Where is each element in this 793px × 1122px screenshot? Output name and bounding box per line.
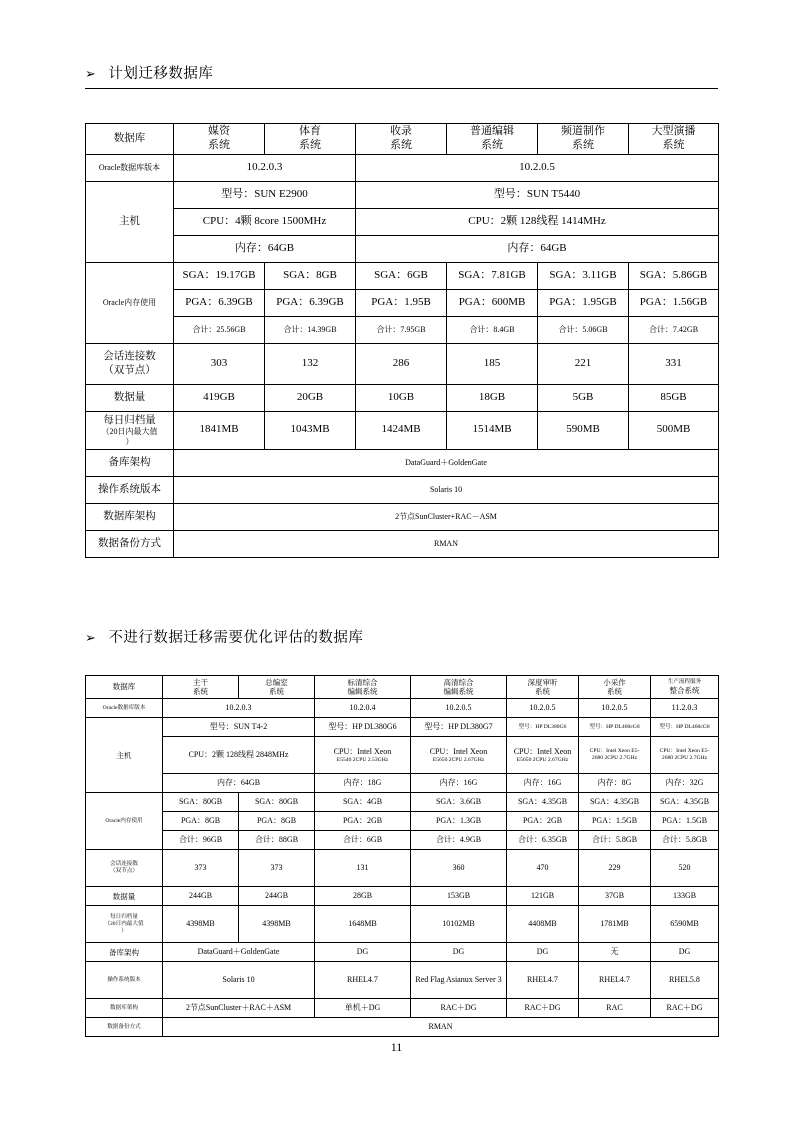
header-col-6-line2: 整合系统 xyxy=(669,685,700,695)
header-col-1-line1: 体育 xyxy=(299,125,321,137)
row-label-sessions-line1: 会话连接数 xyxy=(110,861,138,868)
host-cpu-5-line2: 2680 2CPU 2.7GHz xyxy=(591,755,638,762)
oracle-version-4: 10.2.0.5 xyxy=(507,699,579,718)
header-col-4 xyxy=(507,675,579,699)
sessions-3: 185 xyxy=(447,343,538,384)
host-model-4: 型号：HP DL380G6 xyxy=(507,718,579,737)
db-arch-5: RAC xyxy=(579,999,651,1018)
os-version-4: RHEL4.7 xyxy=(507,962,579,999)
header-col-2-line2: 编辑系统 xyxy=(347,687,378,696)
backup-method-value: RMAN xyxy=(174,530,719,557)
mem-total-5: 合计：5.8GB xyxy=(579,831,651,850)
sessions-5: 331 xyxy=(629,343,719,384)
archive-4: 590MB xyxy=(538,411,629,449)
row-label-os-version: 操作系统版本 xyxy=(86,962,163,999)
mem-total-5: 合计：7.42GB xyxy=(629,316,719,343)
bullet-arrow-icon: ➢ xyxy=(85,66,97,81)
bullet-arrow-icon: ➢ xyxy=(85,629,97,645)
header-col-1-line2: 系统 xyxy=(269,687,284,696)
header-col-3-line2: 编辑系统 xyxy=(443,687,474,696)
header-db-label: 数据库 xyxy=(86,675,163,699)
optimization-assessment-database-table xyxy=(85,675,719,1038)
sga-6: SGA：4.35GB xyxy=(651,793,719,812)
host-cpu-4 xyxy=(507,737,579,774)
header-col-2 xyxy=(356,124,447,155)
host-model-3: 型号：HP DL380G7 xyxy=(411,718,507,737)
oracle-version-3: 10.2.0.5 xyxy=(411,699,507,718)
header-col-4-line2: 系统 xyxy=(535,687,550,696)
row-label-oracle-version: Oracle数据库版本 xyxy=(86,699,163,718)
data-volume-1: 244GB xyxy=(239,887,315,906)
mem-total-1: 合计：88GB xyxy=(239,831,315,850)
data-volume-5: 37GB xyxy=(579,887,651,906)
header-col-1-line2: 系统 xyxy=(299,138,321,151)
data-volume-0: 419GB xyxy=(174,384,265,411)
row-label-sessions xyxy=(86,850,163,887)
row-label-archive xyxy=(86,411,174,449)
header-col-5 xyxy=(629,124,719,155)
archive-1: 4398MB xyxy=(239,906,315,943)
header-col-1-line1: 总编室 xyxy=(265,677,288,687)
mem-total-3: 合计：8.4GB xyxy=(447,316,538,343)
oracle-version-left: 10.2.0.3 xyxy=(163,699,315,718)
sga-0: SGA：80GB xyxy=(163,793,239,812)
row-label-sessions-line2: （双节点） xyxy=(110,868,138,875)
section-heading-1-text: 计划迁移数据库 xyxy=(108,66,214,82)
sessions-3: 360 xyxy=(411,850,507,887)
mem-total-2: 合计：7.95GB xyxy=(356,316,447,343)
header-col-1 xyxy=(265,124,356,155)
pga-2: PGA：2GB xyxy=(315,812,411,831)
table-row-host-model xyxy=(86,181,719,208)
pga-1: PGA：6.39GB xyxy=(265,289,356,316)
pga-2: PGA：1.95B xyxy=(356,289,447,316)
header-col-0-line2: 系统 xyxy=(193,687,208,696)
standby-arch-4: DG xyxy=(507,943,579,962)
header-col-4 xyxy=(538,124,629,155)
header-col-1 xyxy=(239,675,315,699)
host-mem-6: 内存：32G xyxy=(651,774,719,793)
sga-3: SGA：7.81GB xyxy=(447,262,538,289)
header-col-0 xyxy=(174,124,265,155)
sga-4: SGA：3.11GB xyxy=(538,262,629,289)
header-col-2-line1: 标清综合 xyxy=(347,677,378,687)
row-label-backup-method: 数据备份方式 xyxy=(86,530,174,557)
header-col-3 xyxy=(411,675,507,699)
mem-total-0: 合计：96GB xyxy=(163,831,239,850)
header-col-6-line1: 生产流程服务 xyxy=(667,678,702,685)
sga-4: SGA：4.35GB xyxy=(507,793,579,812)
data-volume-6: 133GB xyxy=(651,887,719,906)
archive-2: 1424MB xyxy=(356,411,447,449)
archive-4: 4408MB xyxy=(507,906,579,943)
sessions-4: 221 xyxy=(538,343,629,384)
sga-1: SGA：80GB xyxy=(239,793,315,812)
oracle-version-right: 10.2.0.5 xyxy=(356,154,719,181)
archive-0: 1841MB xyxy=(174,411,265,449)
host-cpu-3-line2: E5650 2CPU 2.67GHz xyxy=(432,756,485,763)
header-col-2-line1: 收录 xyxy=(390,125,412,137)
row-label-oracle-memory: Oracle内存使用 xyxy=(86,793,163,850)
host-cpu-5 xyxy=(579,737,651,774)
row-label-data-volume: 数据量 xyxy=(86,887,163,906)
page-content xyxy=(85,62,718,1037)
data-volume-1: 20GB xyxy=(265,384,356,411)
standby-arch-6: DG xyxy=(651,943,719,962)
sessions-5: 229 xyxy=(579,850,651,887)
os-version-3: Red Flag Asianux Server 3 xyxy=(411,962,507,999)
header-col-3 xyxy=(447,124,538,155)
row-label-oracle-memory: Oracle内存使用 xyxy=(86,262,174,343)
host-cpu-4-line2: E5650 2CPU 2.67GHz xyxy=(516,756,569,763)
table-row-backup-method xyxy=(86,1018,719,1037)
section-heading-1 xyxy=(85,62,718,89)
host-cpu-2 xyxy=(315,737,411,774)
archive-1: 1043MB xyxy=(265,411,356,449)
row-label-db-arch: 数据库架构 xyxy=(86,999,163,1018)
row-label-standby-arch: 备库架构 xyxy=(86,449,174,476)
header-col-6 xyxy=(651,675,719,699)
data-volume-3: 153GB xyxy=(411,887,507,906)
os-version-left: Solaris 10 xyxy=(163,962,315,999)
pga-0: PGA：8GB xyxy=(163,812,239,831)
pga-5: PGA：1.56GB xyxy=(629,289,719,316)
sessions-1: 132 xyxy=(265,343,356,384)
table-row-pga xyxy=(86,812,719,831)
sga-2: SGA：6GB xyxy=(356,262,447,289)
row-label-sessions-line1: 会话连接数 xyxy=(103,351,156,363)
pga-3: PGA：1.3GB xyxy=(411,812,507,831)
host-mem-5: 内存：8G xyxy=(579,774,651,793)
sga-3: SGA：3.6GB xyxy=(411,793,507,812)
host-cpu-6-line1: CPU：Intel Xeon E5- xyxy=(659,748,710,755)
section-heading-2-text: 不进行数据迁移需要优化评估的数据库 xyxy=(108,629,364,646)
row-label-sessions-line2: （双节点） xyxy=(103,364,156,376)
spacer xyxy=(85,651,718,675)
table-row-memory-total xyxy=(86,316,719,343)
header-col-5-line1: 小采作 xyxy=(603,677,626,687)
sessions-0: 373 xyxy=(163,850,239,887)
archive-5: 1781MB xyxy=(579,906,651,943)
data-volume-3: 18GB xyxy=(447,384,538,411)
sessions-4: 470 xyxy=(507,850,579,887)
data-volume-4: 121GB xyxy=(507,887,579,906)
table-row-host-cpu xyxy=(86,737,719,774)
table-row-archive xyxy=(86,906,719,943)
oracle-version-6: 11.2.0.3 xyxy=(651,699,719,718)
os-version-5: RHEL4.7 xyxy=(579,962,651,999)
row-label-backup-method: 数据备份方式 xyxy=(86,1018,163,1037)
sga-5: SGA：4.35GB xyxy=(579,793,651,812)
header-col-0 xyxy=(163,675,239,699)
pga-5: PGA：1.5GB xyxy=(579,812,651,831)
pga-3: PGA：600MB xyxy=(447,289,538,316)
host-cpu-4-line1: CPU：Intel Xeon xyxy=(513,746,572,756)
row-label-sessions xyxy=(86,343,174,384)
data-volume-5: 85GB xyxy=(629,384,719,411)
table-row-oracle-version xyxy=(86,154,719,181)
mem-total-2: 合计：6GB xyxy=(315,831,411,850)
sga-1: SGA：8GB xyxy=(265,262,356,289)
data-volume-4: 5GB xyxy=(538,384,629,411)
mem-total-4: 合计：6.35GB xyxy=(507,831,579,850)
header-col-4-line1: 深度审听 xyxy=(527,677,558,687)
mem-total-6: 合计：5.8GB xyxy=(651,831,719,850)
archive-3: 10102MB xyxy=(411,906,507,943)
row-label-standby-arch: 备库架构 xyxy=(86,943,163,962)
oracle-version-2: 10.2.0.4 xyxy=(315,699,411,718)
archive-3: 1514MB xyxy=(447,411,538,449)
host-cpu-3 xyxy=(411,737,507,774)
pga-6: PGA：1.5GB xyxy=(651,812,719,831)
sga-5: SGA：5.86GB xyxy=(629,262,719,289)
sga-0: SGA：19.17GB xyxy=(174,262,265,289)
row-label-archive-line1: 每日归档量 xyxy=(110,913,138,920)
table-row-standby-arch xyxy=(86,943,719,962)
host-left-mem: 内存：64GB xyxy=(174,235,356,262)
row-label-archive-line2: （20日内最大值 xyxy=(101,426,158,436)
backup-method-value: RMAN xyxy=(163,1018,719,1037)
db-arch-value: 2节点SunCluster+RAC－ASM xyxy=(174,503,719,530)
db-arch-4: RAC＋DG xyxy=(507,999,579,1018)
host-model-2: 型号：HP DL380G6 xyxy=(315,718,411,737)
host-right-cpu: CPU：2颗 128线程 1414MHz xyxy=(356,208,719,235)
table-row-header xyxy=(86,675,719,699)
spacer xyxy=(85,558,718,626)
row-label-data-volume: 数据量 xyxy=(86,384,174,411)
row-label-host: 主机 xyxy=(86,718,163,793)
row-label-host: 主机 xyxy=(86,181,174,262)
table-row-sga xyxy=(86,793,719,812)
header-col-5-line1: 大型演播 xyxy=(651,125,696,137)
row-label-db-arch: 数据库架构 xyxy=(86,503,174,530)
sessions-2: 131 xyxy=(315,850,411,887)
sga-2: SGA：4GB xyxy=(315,793,411,812)
mem-total-3: 合计：4.9GB xyxy=(411,831,507,850)
pga-1: PGA：8GB xyxy=(239,812,315,831)
table-row-host-memory xyxy=(86,235,719,262)
table-row-sessions xyxy=(86,343,719,384)
data-volume-2: 10GB xyxy=(356,384,447,411)
standby-arch-5: 无 xyxy=(579,943,651,962)
table-row-standby-arch xyxy=(86,449,719,476)
table-row-os-version xyxy=(86,476,719,503)
mem-total-4: 合计：5.06GB xyxy=(538,316,629,343)
host-cpu-2-line1: CPU：Intel Xeon xyxy=(333,746,392,756)
row-label-os-version: 操作系统版本 xyxy=(86,476,174,503)
header-col-3-line1: 高清综合 xyxy=(443,677,474,687)
os-version-value: Solaris 10 xyxy=(174,476,719,503)
host-cpu-5-line1: CPU：Intel Xeon E5- xyxy=(589,748,640,755)
table-row-data-volume xyxy=(86,384,719,411)
db-arch-6: RAC＋DG xyxy=(651,999,719,1018)
page-number: 11 xyxy=(390,1040,403,1054)
table-row-sga xyxy=(86,262,719,289)
host-model-6: 型号：HP DL460cG8 xyxy=(651,718,719,737)
table-row-db-arch xyxy=(86,999,719,1018)
table-row-host-model xyxy=(86,718,719,737)
data-volume-2: 28GB xyxy=(315,887,411,906)
header-col-5-line2: 系统 xyxy=(607,687,622,696)
header-col-5 xyxy=(579,675,651,699)
standby-arch-3: DG xyxy=(411,943,507,962)
host-left-model: 型号：SUN T4-2 xyxy=(163,718,315,737)
header-col-3-line2: 系统 xyxy=(481,138,503,151)
row-label-archive-line2: （20日内最大值 xyxy=(104,920,144,927)
os-version-2: RHEL4.7 xyxy=(315,962,411,999)
archive-5: 500MB xyxy=(629,411,719,449)
row-label-oracle-version: Oracle数据库版本 xyxy=(86,154,174,181)
header-col-2-line2: 系统 xyxy=(390,138,412,151)
table-row-sessions xyxy=(86,850,719,887)
table-row-header xyxy=(86,124,719,155)
header-col-0-line1: 主干 xyxy=(193,677,208,687)
host-right-model: 型号：SUN T5440 xyxy=(356,181,719,208)
oracle-version-5: 10.2.0.5 xyxy=(579,699,651,718)
host-left-cpu: CPU：4颗 8core 1500MHz xyxy=(174,208,356,235)
table-row-data-volume xyxy=(86,887,719,906)
header-col-4-line2: 系统 xyxy=(572,138,594,151)
row-label-archive-line3: ） xyxy=(125,436,134,446)
table-row-archive xyxy=(86,411,719,449)
pga-4: PGA：2GB xyxy=(507,812,579,831)
oracle-version-left: 10.2.0.3 xyxy=(174,154,356,181)
db-arch-3: RAC＋DG xyxy=(411,999,507,1018)
host-left-cpu: CPU：2颗 128线程 2848MHz xyxy=(163,737,315,774)
pga-0: PGA：6.39GB xyxy=(174,289,265,316)
host-mem-3: 内存：16G xyxy=(411,774,507,793)
sessions-1: 373 xyxy=(239,850,315,887)
table-row-os-version xyxy=(86,962,719,999)
table-row-oracle-version xyxy=(86,699,719,718)
header-db-label: 数据库 xyxy=(86,124,174,155)
host-left-model: 型号：SUN E2900 xyxy=(174,181,356,208)
table-row-pga xyxy=(86,289,719,316)
table-row-backup-method xyxy=(86,530,719,557)
sessions-6: 520 xyxy=(651,850,719,887)
header-col-4-line1: 频道制作 xyxy=(561,125,605,137)
data-volume-0: 244GB xyxy=(163,887,239,906)
sessions-2: 286 xyxy=(356,343,447,384)
db-arch-left: 2节点SunCluster＋RAC＋ASM xyxy=(163,999,315,1018)
section-heading-2 xyxy=(85,626,718,647)
archive-6: 6590MB xyxy=(651,906,719,943)
os-version-6: RHEL5.8 xyxy=(651,962,719,999)
spacer xyxy=(85,93,718,123)
row-label-archive-line3: ） xyxy=(121,927,127,934)
table-row-memory-total xyxy=(86,831,719,850)
standby-arch-value: DataGuard＋GoldenGate xyxy=(174,449,719,476)
row-label-archive xyxy=(86,906,163,943)
header-col-3-line1: 普通编辑 xyxy=(470,125,514,137)
header-col-0-line1: 媒资 xyxy=(208,125,230,137)
table-row-db-arch xyxy=(86,503,719,530)
standby-arch-2: DG xyxy=(315,943,411,962)
host-cpu-6 xyxy=(651,737,719,774)
host-mem-4: 内存：16G xyxy=(507,774,579,793)
host-right-mem: 内存：64GB xyxy=(356,235,719,262)
host-mem-2: 内存：18G xyxy=(315,774,411,793)
mem-total-0: 合计：25.56GB xyxy=(174,316,265,343)
planned-migration-database-table xyxy=(85,123,719,558)
host-cpu-6-line2: 2680 2CPU 2.7GHz xyxy=(661,755,708,762)
archive-2: 1648MB xyxy=(315,906,411,943)
pga-4: PGA：1.95GB xyxy=(538,289,629,316)
host-left-mem: 内存：64GB xyxy=(163,774,315,793)
table-row-host-memory xyxy=(86,774,719,793)
standby-arch-left: DataGuard＋GoldenGate xyxy=(163,943,315,962)
header-col-0-line2: 系统 xyxy=(208,138,230,151)
table-row-host-cpu xyxy=(86,208,719,235)
archive-0: 4398MB xyxy=(163,906,239,943)
db-arch-2: 单机＋DG xyxy=(315,999,411,1018)
row-label-archive-line1: 每日归档量 xyxy=(103,414,156,426)
host-model-5: 型号：HP DL460cG8 xyxy=(579,718,651,737)
host-cpu-3-line1: CPU：Intel Xeon xyxy=(429,746,488,756)
header-col-5-line2: 系统 xyxy=(662,138,685,151)
host-cpu-2-line2: E5540 2CPU 2.53GHz xyxy=(336,756,389,763)
header-col-2 xyxy=(315,675,411,699)
mem-total-1: 合计：14.39GB xyxy=(265,316,356,343)
sessions-0: 303 xyxy=(174,343,265,384)
